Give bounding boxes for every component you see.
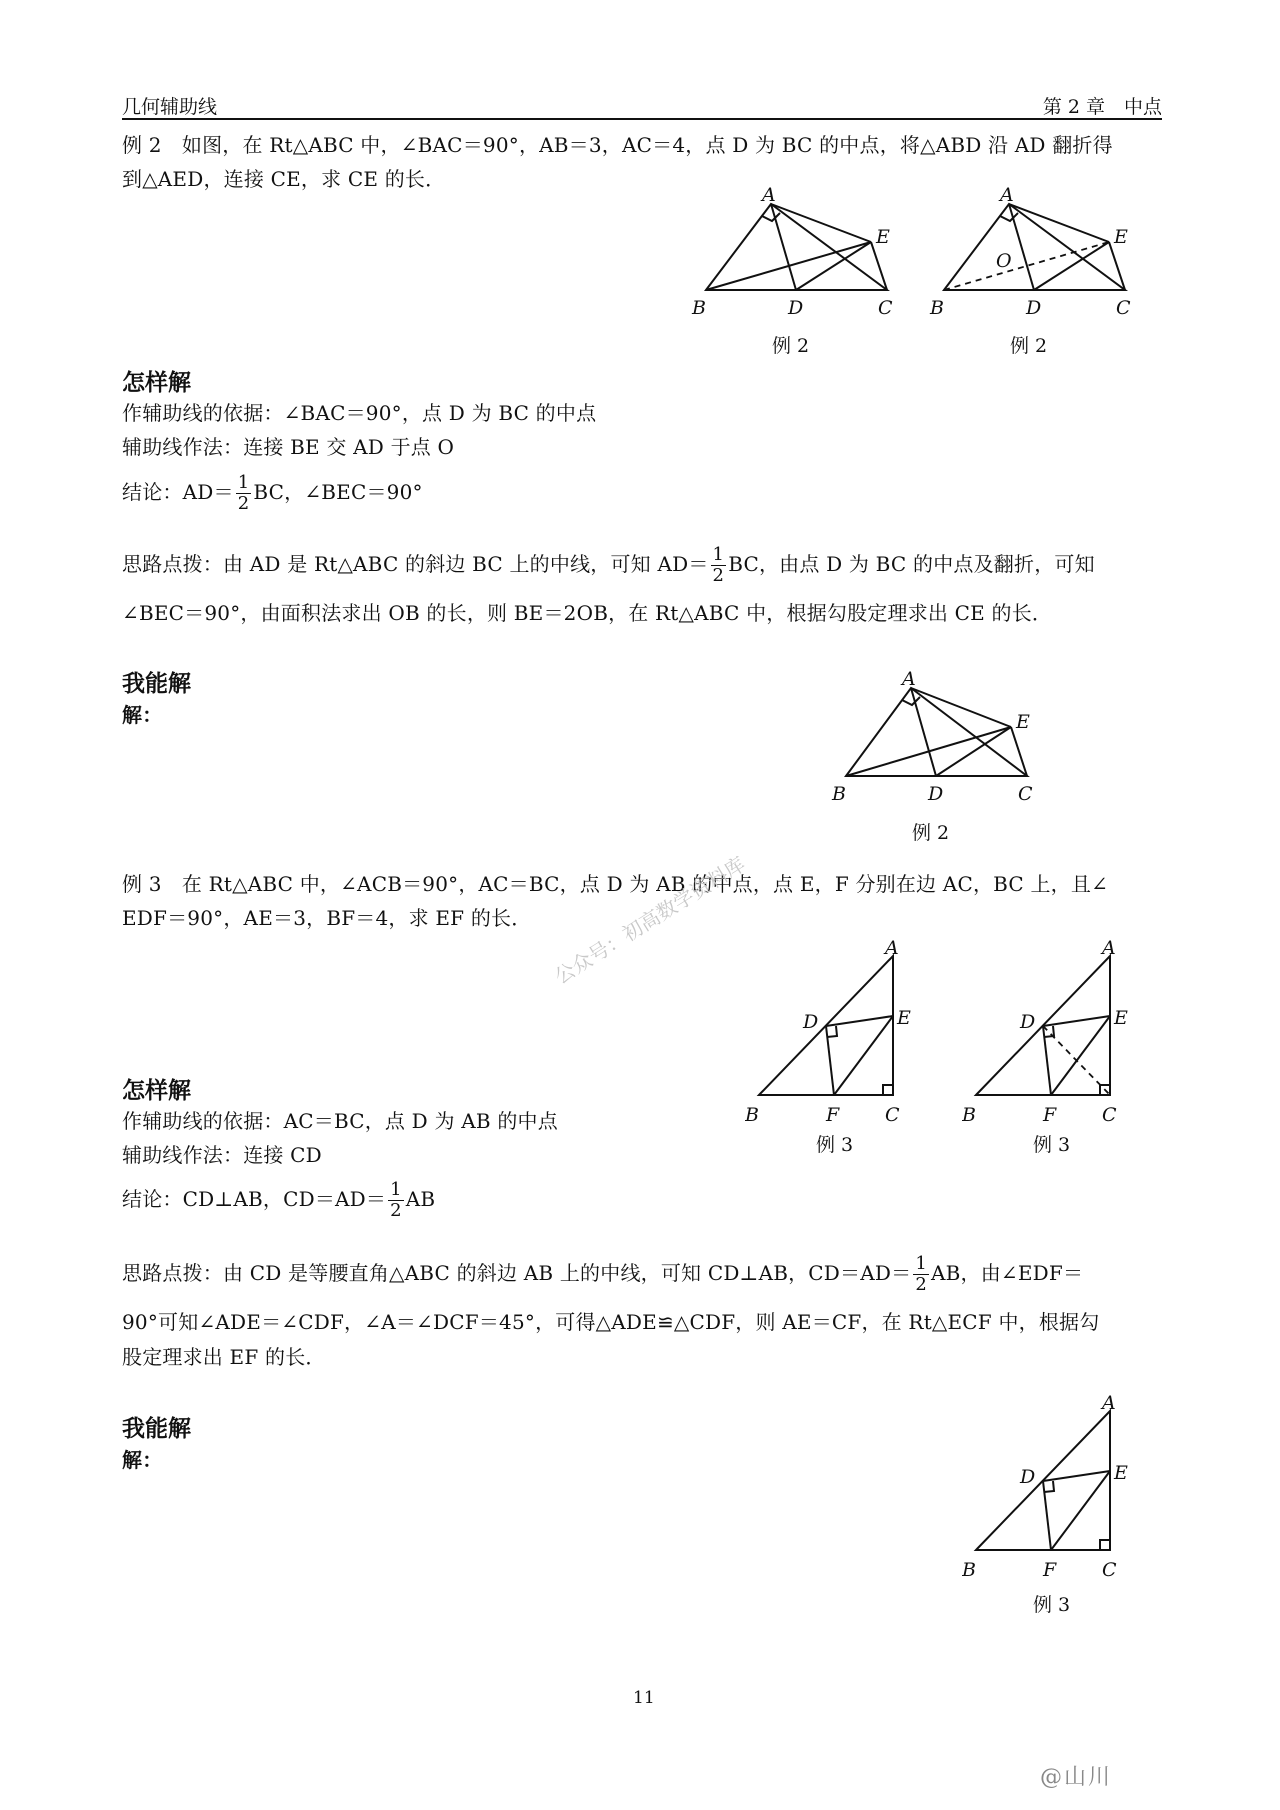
ex2-how-title: 怎样解 [122, 369, 191, 396]
ex3-how-title: 怎样解 [122, 1077, 191, 1104]
running-header-title: 几何辅助线 [122, 96, 218, 118]
ex2-fig3-label-e: E [1016, 711, 1030, 733]
fraction-one-half: $\frac{1}{2}$ [390, 1179, 402, 1221]
ex3-hint-line1 [122, 1254, 1083, 1295]
watermark: 公众号：初高数学资料库 [550, 851, 750, 989]
ex3-fig1-label-e: E [897, 1007, 911, 1029]
ex2-conclusion-post: BC，∠BEC＝90° [253, 480, 423, 504]
ex2-hint-line2: ∠BEC＝90°，由面积法求出 OB 的长，则 BE＝2OB，在 Rt△ABC 中，根据勾股定理求出 CE 的长． [122, 601, 1053, 625]
fraction-one-half: $\frac{1}{2}$ [712, 544, 725, 586]
ex3-figure-bottom [962, 1395, 1137, 1585]
ex2-fig1-label-a: A [762, 185, 776, 206]
ex3-fig3-label-c: C [1102, 1559, 1117, 1581]
ex3-hint-line3: 股定理求出 EF 的长． [122, 1345, 326, 1369]
ex3-problem-line1: 例 3 在 Rt△ABC 中，∠ACB＝90°，AC＝BC，点 D 为 AB 的中点，点 E，F 分别在边 AC，BC 上，且∠ [122, 872, 1109, 896]
ex2-figure-left-caption: 例 2 [772, 335, 810, 357]
ex3-ican-title: 我能解 [122, 1415, 191, 1442]
ex3-fig2-label-a: A [1102, 940, 1116, 959]
fraction-one-half: $\frac{1}{2}$ [237, 472, 250, 514]
ex3-fig1-label-d: D [803, 1011, 819, 1033]
ex2-fig2-label-a: A [1000, 185, 1014, 206]
fraction-one-half: $\frac{1}{2}$ [915, 1253, 927, 1295]
ex2-conclusion-pre: 结论：AD＝ [122, 480, 234, 504]
page-number: 11 [633, 1688, 655, 1708]
ex3-method: 辅助线作法：连接 CD [122, 1143, 322, 1167]
ex2-fig2-label-o: O [996, 250, 1012, 272]
header-rule [122, 118, 1162, 120]
ex2-figure-right-caption: 例 2 [1010, 335, 1048, 357]
ex3-fig1-label-f: F [826, 1104, 840, 1126]
ex2-ican-title: 我能解 [122, 670, 191, 697]
ex2-hint-pre: 思路点拨：由 AD 是 Rt△ABC 的斜边 BC 上的中线，可知 AD＝ [122, 552, 709, 576]
ex2-hint-line1 [122, 545, 1095, 586]
ex3-basis: 作辅助线的依据：AC＝BC，点 D 为 AB 的中点 [122, 1109, 558, 1133]
ex3-fig3-label-a: A [1102, 1395, 1116, 1414]
ex2-fig3-label-d: D [928, 783, 944, 805]
ex2-basis: 作辅助线的依据：∠BAC＝90°，点 D 为 BC 的中点 [122, 401, 597, 425]
ex2-fig2-label-e: E [1114, 226, 1128, 248]
ex3-hint-pre: 思路点拨：由 CD 是等腰直角△ABC 的斜边 AB 上的中线，可知 CD⊥AB，CD＝AD＝ [122, 1261, 912, 1285]
ex2-fig3-label-c: C [1018, 783, 1033, 805]
ex3-figure-right [962, 940, 1137, 1130]
ex3-fig1-label-a: A [885, 940, 899, 959]
ex2-problem-line1: 例 2 如图，在 Rt△ABC 中，∠BAC＝90°，AB＝3，AC＝4，点 D 为 BC 的中点，将△ABD 沿 AD 翻折得 [122, 133, 1113, 157]
ex3-fig3-label-e: E [1114, 1462, 1128, 1484]
ex3-fig1-label-c: C [885, 1104, 900, 1126]
ex3-hint-post: AB，由∠EDF＝ [930, 1261, 1084, 1285]
ex3-fig3-label-f: F [1043, 1559, 1057, 1581]
ex2-method: 辅助线作法：连接 BE 交 AD 于点 O [122, 435, 455, 459]
ex2-conclusion [122, 473, 423, 514]
ex2-fig2-label-b: B [930, 297, 944, 319]
ex3-problem-line2: EDF＝90°，AE＝3，BF＝4，求 EF 的长． [122, 906, 532, 930]
ex2-fig1-label-c: C [878, 297, 893, 319]
ex3-hint-line2: 90°可知∠ADE＝∠CDF，∠A＝∠DCF＝45°，可得△ADE≌△CDF，则 AE＝CF，在 Rt△ECF 中，根据勾 [122, 1310, 1100, 1334]
ex2-fig2-label-d: D [1026, 297, 1042, 319]
ex2-problem-line2: 到△AED，连接 CE，求 CE 的长． [122, 167, 446, 191]
ex3-fig2-label-c: C [1102, 1104, 1117, 1126]
ex3-fig3-label-b: B [962, 1559, 976, 1581]
ex2-figure-bottom [820, 668, 1050, 818]
ex3-figure-left [745, 940, 920, 1130]
ex3-fig2-label-e: E [1114, 1007, 1128, 1029]
ex2-fig2-label-c: C [1116, 297, 1131, 319]
ex3-fig2-label-d: D [1020, 1011, 1036, 1033]
corner-watermark: @山川 [1040, 1765, 1113, 1790]
ex2-fig1-label-e: E [876, 226, 890, 248]
ex2-solution-label: 解： [122, 703, 163, 727]
ex3-conclusion-post: AB [405, 1187, 436, 1211]
ex2-fig3-label-b: B [832, 783, 846, 805]
ex3-fig2-label-b: B [962, 1104, 976, 1126]
ex3-solution-label: 解： [122, 1448, 163, 1472]
ex3-conclusion-pre: 结论：CD⊥AB，CD＝AD＝ [122, 1187, 387, 1211]
ex3-fig1-label-b: B [745, 1104, 759, 1126]
ex2-hint-post: BC，由点 D 为 BC 的中点及翻折，可知 [728, 552, 1095, 576]
ex3-figure-right-caption: 例 3 [1033, 1134, 1071, 1156]
ex2-fig1-label-b: B [692, 297, 706, 319]
ex3-fig2-label-f: F [1043, 1104, 1057, 1126]
ex3-figure-bottom-caption: 例 3 [1033, 1594, 1071, 1616]
ex2-figure-bottom-caption: 例 2 [912, 822, 950, 844]
ex3-conclusion [122, 1180, 435, 1221]
ex2-fig3-label-a: A [902, 668, 916, 690]
ex3-fig3-label-d: D [1020, 1466, 1036, 1488]
running-header-chapter: 第 2 章 中点 [1042, 96, 1162, 118]
ex3-figure-left-caption: 例 3 [816, 1134, 854, 1156]
ex2-fig1-label-d: D [788, 297, 804, 319]
